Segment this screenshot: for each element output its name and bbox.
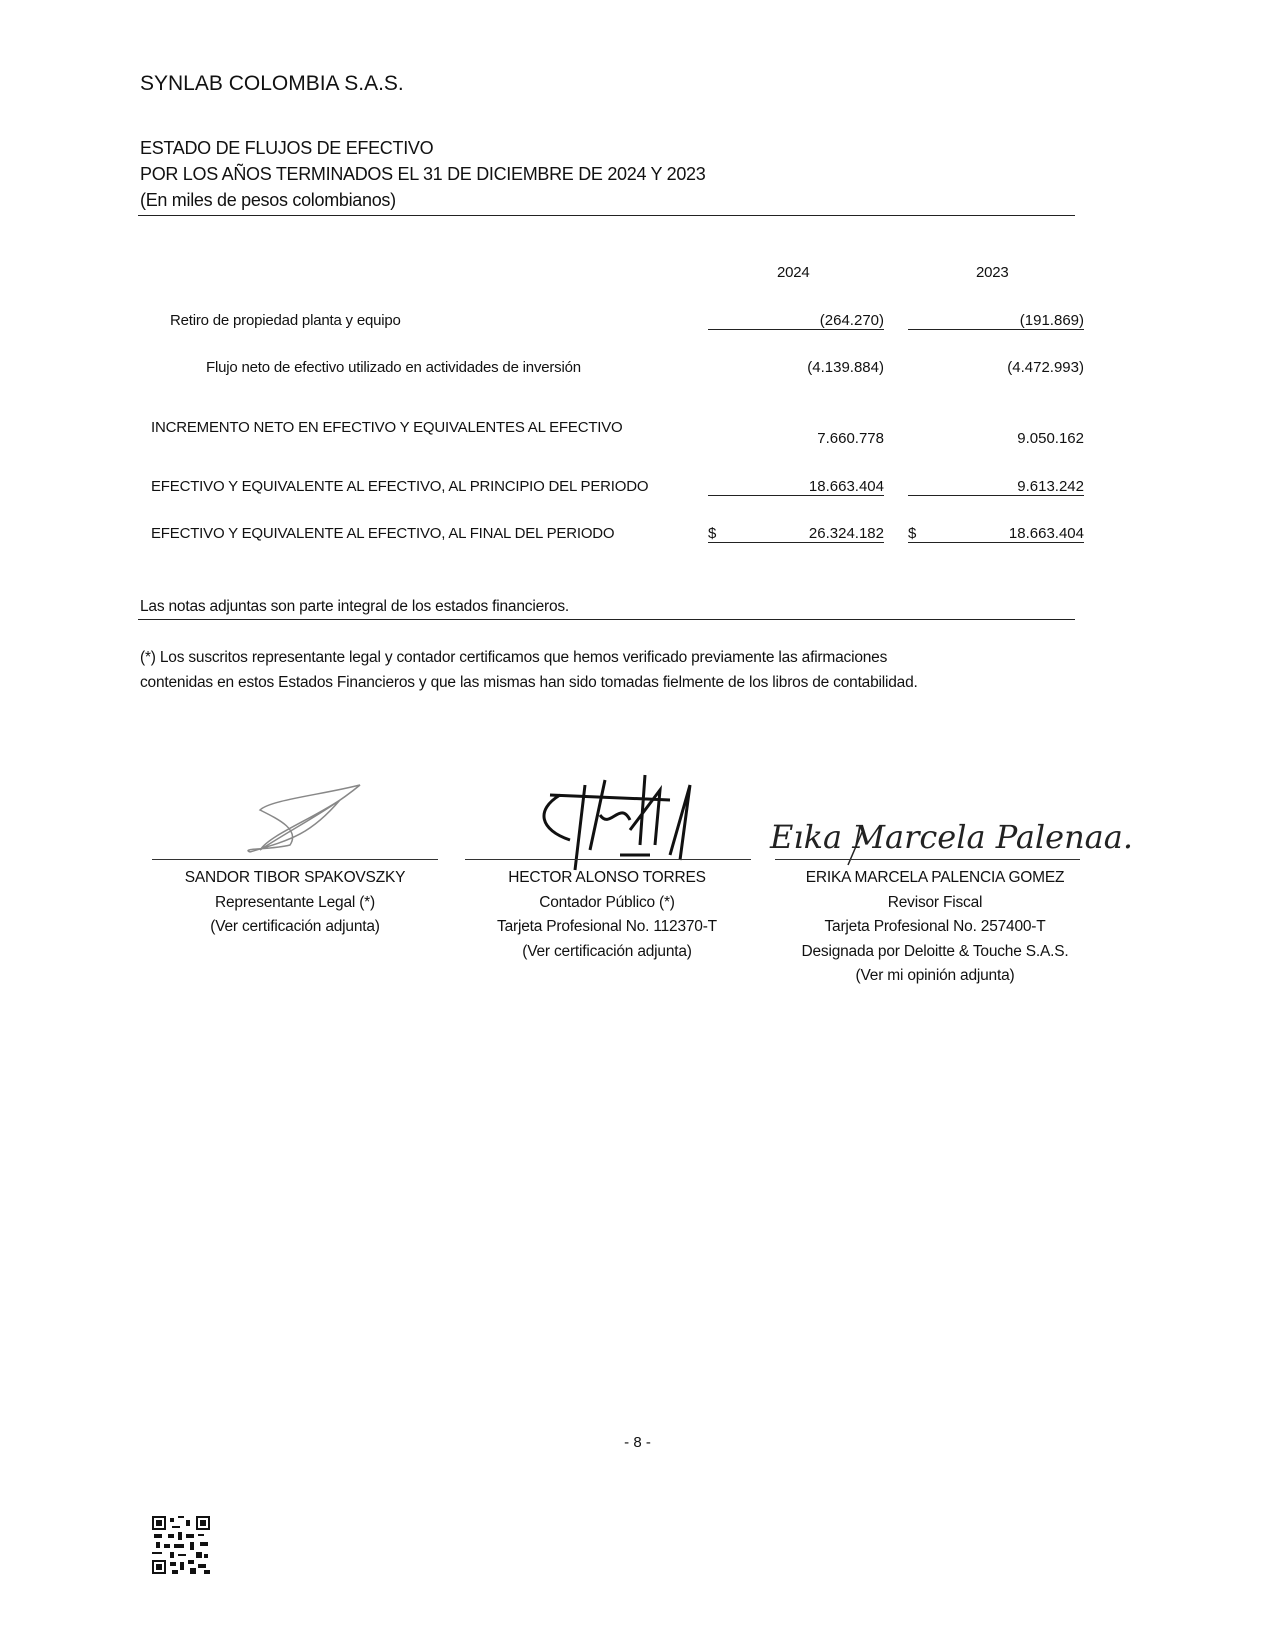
- signatory-name: SANDOR TIBOR SPAKOVSZKY: [184, 869, 406, 886]
- signatory-role: Representante Legal (*): [215, 893, 375, 911]
- value-2023: (191.869): [908, 312, 1084, 330]
- signatory-license: Tarjeta Profesional No. 112370-T: [497, 918, 717, 935]
- value-2023: (4.472.993): [1007, 359, 1084, 376]
- value-2024: 26.324.182: [708, 525, 884, 543]
- signature-palencia: [768, 800, 1133, 875]
- statement-period: POR LOS AÑOS TERMINADOS EL 31 DE DICIEMBRE DE 2024 Y 2023: [140, 164, 706, 184]
- signatory-name: ERIKA MARCELA PALENCIA GOMEZ: [805, 869, 1065, 886]
- column-header-2024: 2024: [777, 264, 810, 281]
- qr-code-icon: [152, 1516, 210, 1574]
- value-2023: 9.613.242: [908, 478, 1084, 496]
- signature-alonso: [530, 770, 700, 880]
- signature-palencia-text: Eıka Marcela Palenaa.: [770, 818, 1133, 856]
- signatory-role: Revisor Fiscal: [887, 893, 983, 911]
- statement-title: ESTADO DE FLUJOS DE EFECTIVO: [140, 138, 434, 158]
- row-label: EFECTIVO Y EQUIVALENTE AL EFECTIVO, AL FINAL DEL PERIODO: [151, 525, 615, 542]
- column-header-2023: 2023: [976, 264, 1009, 281]
- company-name: SYNLAB COLOMBIA S.A.S.: [140, 72, 404, 95]
- certification-line-1: (*) Los suscritos representante legal y contador certificamos que hemos verificado previamente las afirmaciones: [140, 649, 888, 666]
- value-2023: 9.050.162: [1017, 430, 1084, 447]
- signatory-license: Tarjeta Profesional No. 257400-T: [824, 918, 1046, 935]
- signature-line: [775, 859, 1080, 860]
- currency-symbol: $: [708, 525, 717, 542]
- signature-spakovszky: [230, 780, 370, 855]
- row-label: EFECTIVO Y EQUIVALENTE AL EFECTIVO, AL PRINCIPIO DEL PERIODO: [151, 478, 649, 495]
- signatory-name: HECTOR ALONSO TORRES: [508, 869, 706, 886]
- signatory-firm: Designada por Deloitte & Touche S.A.S.: [801, 942, 1069, 960]
- value-2024: (264.270): [708, 312, 884, 330]
- header-divider: [138, 215, 1075, 216]
- signatory-role: Contador Público (*): [539, 893, 675, 911]
- signatory-auditor: [775, 866, 1095, 989]
- signature-line: [465, 859, 751, 860]
- value-2024: (4.139.884): [807, 359, 884, 376]
- notes-divider: [138, 619, 1075, 620]
- signatory-note: (Ver certificación adjunta): [522, 942, 692, 960]
- signatory-note: (Ver mi opinión adjunta): [855, 967, 1015, 984]
- page-number: - 8 -: [624, 1434, 651, 1451]
- signatory-note: (Ver certificación adjunta): [210, 918, 380, 935]
- currency-symbol: $: [908, 525, 917, 542]
- value-2024: 18.663.404: [708, 478, 884, 496]
- row-label: Flujo neto de efectivo utilizado en actividades de inversión: [206, 359, 581, 376]
- row-label: Retiro de propiedad planta y equipo: [170, 312, 401, 329]
- integral-note: Las notas adjuntas son parte integral de los estados financieros.: [140, 598, 570, 615]
- row-label: INCREMENTO NETO EN EFECTIVO Y EQUIVALENTES AL EFECTIVO: [151, 419, 623, 436]
- statement-units: (En miles de pesos colombianos): [140, 190, 396, 210]
- signatory-legal-rep: [135, 866, 455, 940]
- signatory-accountant: [447, 866, 767, 964]
- certification-line-2: contenidas en estos Estados Financieros y que las mismas han sido tomadas fielmente de los libros de contabilidad.: [140, 674, 918, 691]
- value-2023: 18.663.404: [908, 525, 1084, 543]
- signature-line: [152, 859, 438, 860]
- value-2024: 7.660.778: [817, 430, 884, 447]
